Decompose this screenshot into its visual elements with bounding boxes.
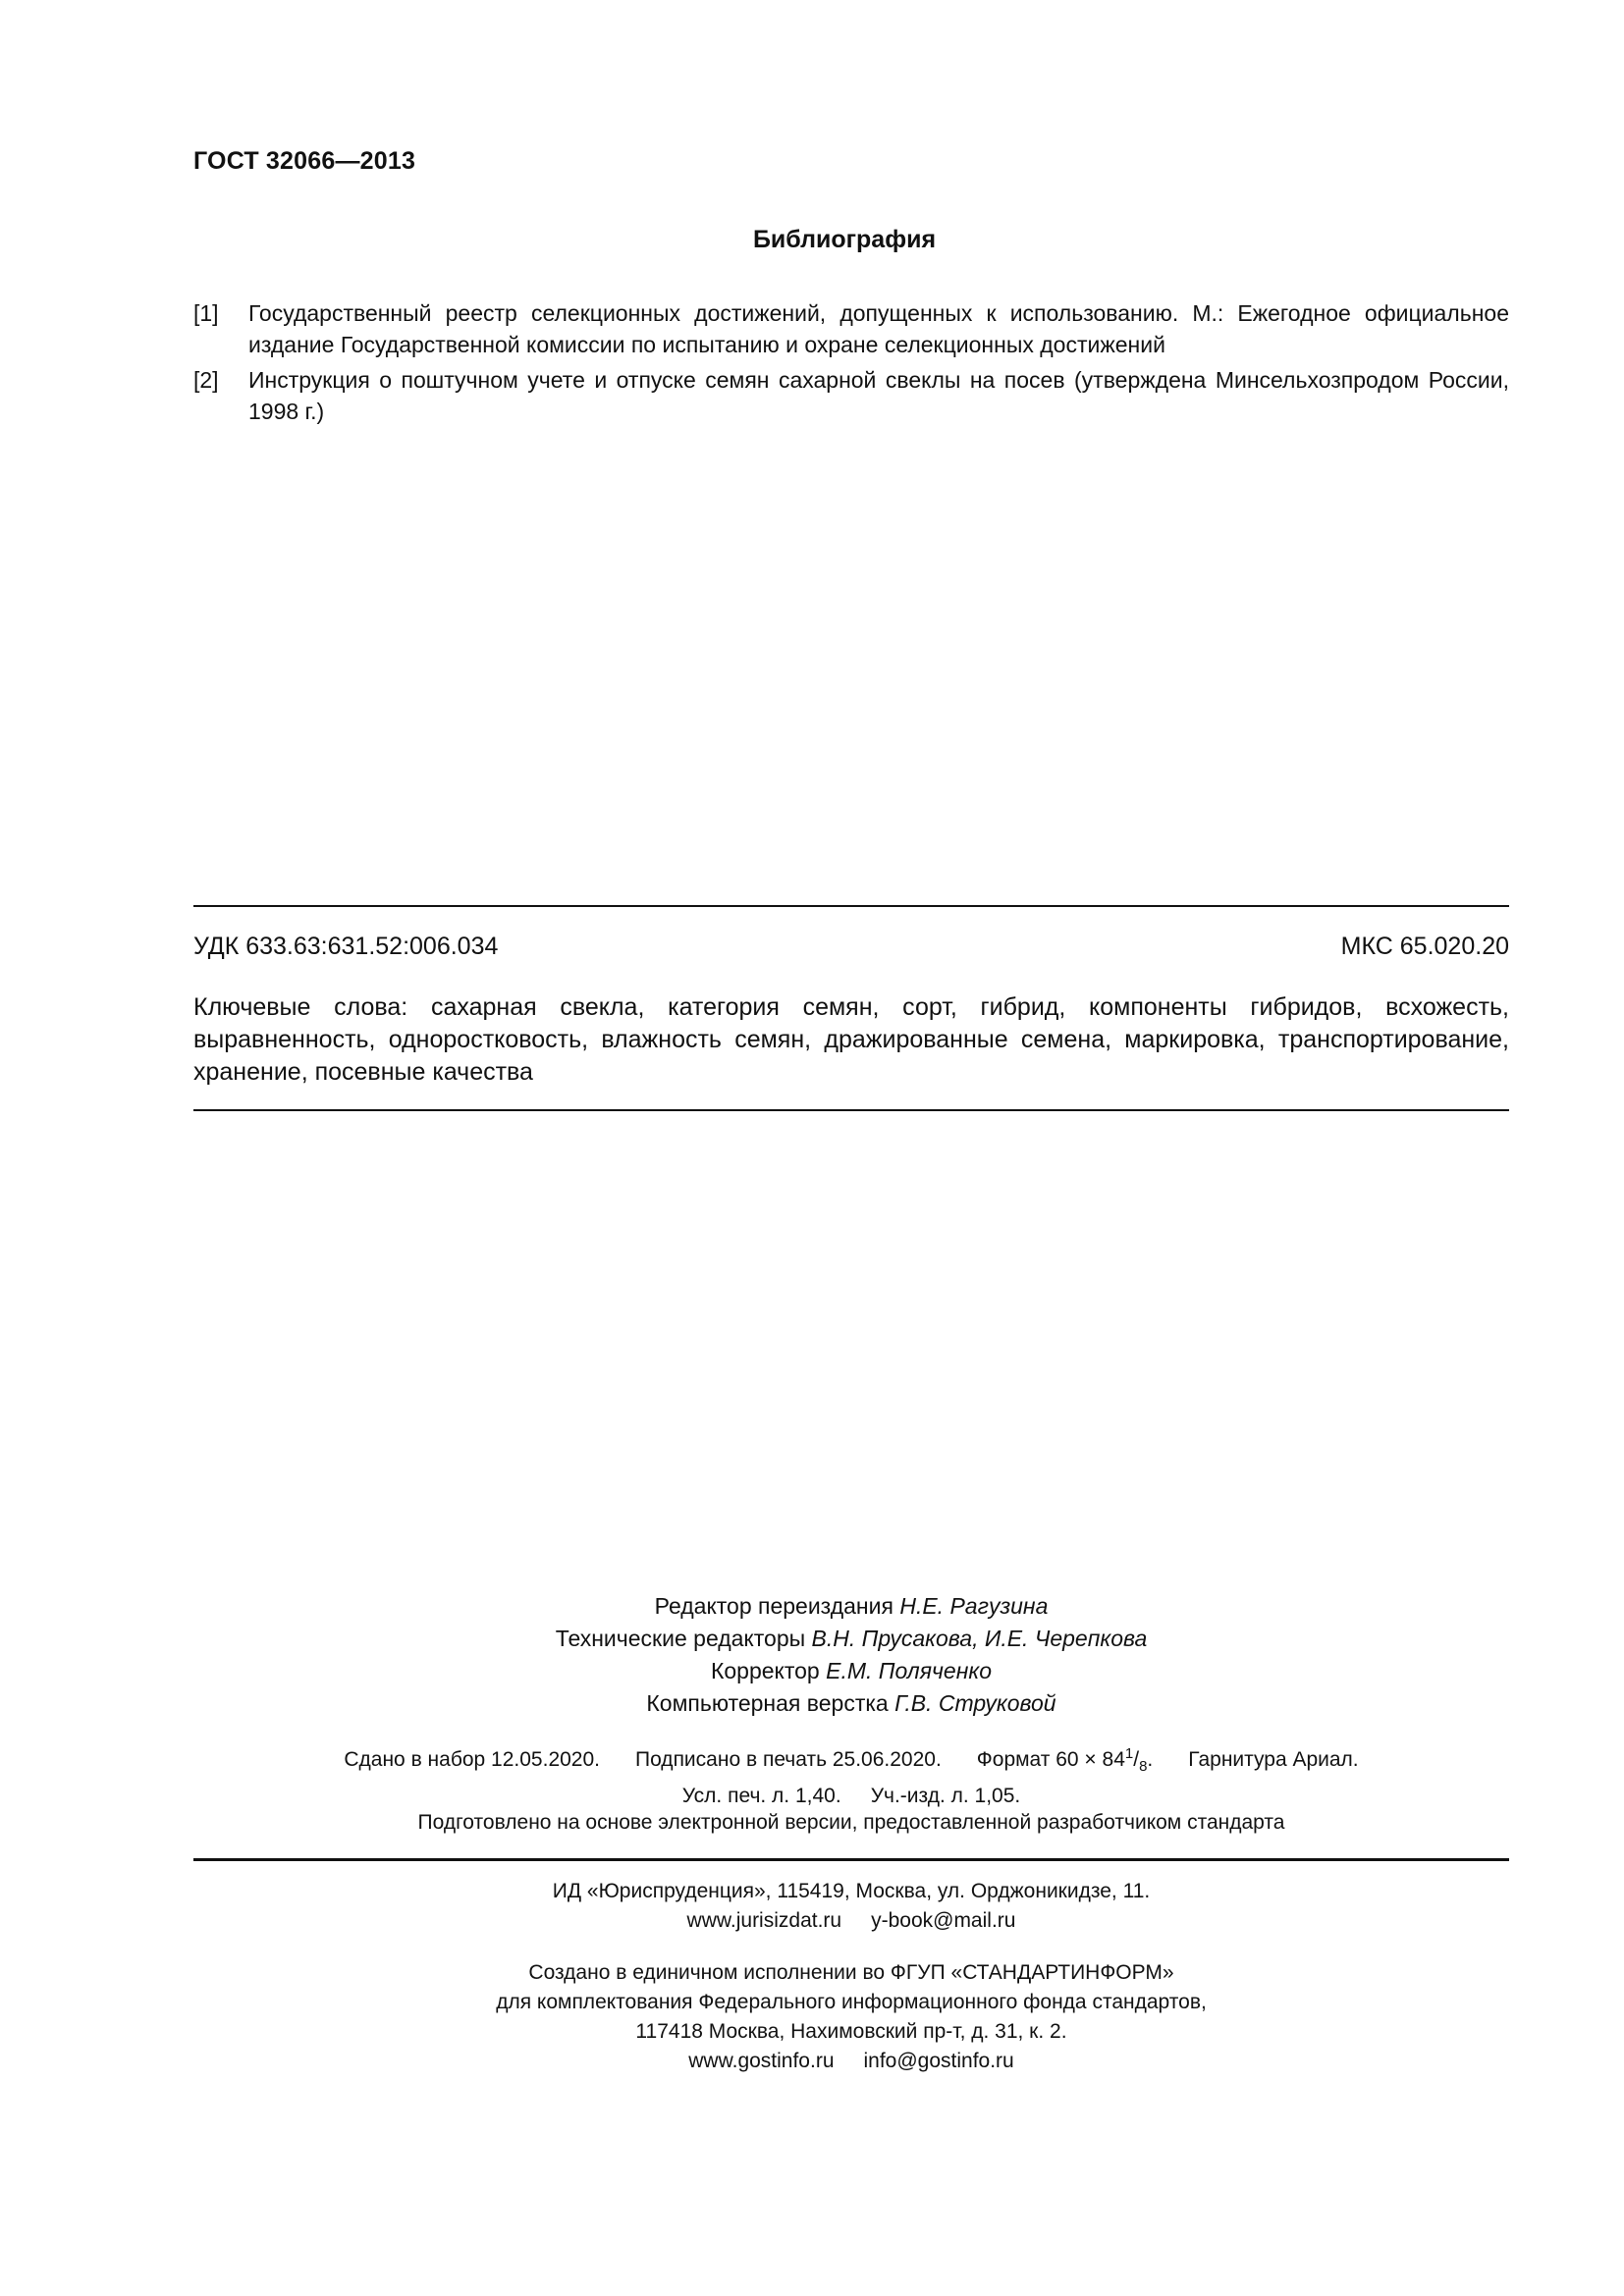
print-info-line-2 bbox=[0, 1782, 1624, 1811]
created-block bbox=[0, 1958, 1624, 2076]
credit-layout-label: Компьютерная верстка bbox=[646, 1690, 889, 1716]
publisher-site-link[interactable]: www.jurisizdat.ru bbox=[686, 1909, 842, 1932]
keywords-paragraph: Ключевые слова: сахарная свекла, категория семян, сорт, гибрид, компоненты гибридов, всхожесть, выравненность, одноростковость, влажность семян, дражированные семена, маркировка, транспортирование, хранение, посевные качества bbox=[193, 993, 1509, 1086]
bibliography-item-text: Государственный реестр селекционных достижений, допущенных к использованию. М.: Ежегодное официальное издание Государственной комиссии по испытанию и охране селекционных достижений bbox=[248, 300, 1509, 357]
bibliography-item-text: Инструкция о поштучном учете и отпуске семян сахарной свеклы на посев (утверждена Минсельхозпродом России, 1998 г.) bbox=[248, 367, 1509, 424]
gostinfo-site-link[interactable]: www.gostinfo.ru bbox=[688, 2050, 835, 2072]
print-sheets: Усл. печ. л. 1,40. bbox=[681, 1785, 841, 1808]
credit-layout bbox=[0, 1687, 1624, 1720]
bibliography-list bbox=[193, 297, 1509, 431]
signed-date: Подписано в печать 25.06.2020. bbox=[635, 1748, 942, 1771]
credit-tech-names: В.Н. Прусакова, И.Е. Черепкова bbox=[811, 1626, 1148, 1651]
publisher-address: ИД «Юриспруденция», 115419, Москва, ул. Орджоникидзе, 11. bbox=[552, 1880, 1151, 1902]
credits-block bbox=[0, 1590, 1624, 1720]
created-contacts bbox=[0, 2047, 1624, 2076]
credit-editor bbox=[0, 1590, 1624, 1623]
submitted-date: Сдано в набор 12.05.2020. bbox=[344, 1748, 600, 1771]
udk-code: УДК 633.63:631.52:006.034 bbox=[193, 933, 499, 960]
publisher-email-link[interactable]: y-book@mail.ru bbox=[871, 1909, 1016, 1932]
created-line-2: для комплектования Федерального информационного фонда стандартов, bbox=[496, 1991, 1207, 2013]
credit-editor-label: Редактор переиздания bbox=[654, 1593, 893, 1619]
created-line-3: 117418 Москва, Нахимовский пр-т, д. 31, к. 2. bbox=[635, 2020, 1067, 2043]
bibliography-title: Библиография bbox=[752, 226, 937, 253]
credit-corrector bbox=[0, 1655, 1624, 1687]
credit-tech-label: Технические редакторы bbox=[555, 1626, 806, 1651]
credit-corrector-name: Е.М. Поляченко bbox=[826, 1658, 993, 1683]
gostinfo-email-link[interactable]: info@gostinfo.ru bbox=[863, 2050, 1014, 2072]
bibliography-item-number: [1] bbox=[193, 300, 219, 326]
credit-corrector-label: Корректор bbox=[710, 1658, 820, 1683]
credit-editor-name: Н.Е. Рагузина bbox=[899, 1593, 1049, 1619]
publisher-block bbox=[0, 1877, 1624, 1936]
created-line-1: Создано в единичном исполнении во ФГУП «СТАНДАРТИНФОРМ» bbox=[528, 1961, 1174, 1984]
print-info bbox=[0, 1739, 1624, 1811]
standard-code: ГОСТ 32066—2013 bbox=[193, 147, 416, 175]
divider-keywords bbox=[193, 1109, 1509, 1111]
prepared-note: Подготовлено на основе электронной версии, предоставленной разработчиком стандарта bbox=[417, 1811, 1285, 1834]
credit-tech-editors bbox=[0, 1623, 1624, 1655]
print-info-line-1 bbox=[0, 1739, 1624, 1782]
mks-code: МКС 65.020.20 bbox=[1340, 933, 1509, 960]
divider-top bbox=[193, 905, 1509, 907]
paper-format: Формат $60 \times 84^1/_8$. bbox=[976, 1745, 1154, 1776]
divider-bottom bbox=[193, 1858, 1509, 1861]
publisher-contacts bbox=[0, 1906, 1624, 1936]
bibliography-item bbox=[193, 364, 1509, 427]
pub-sheets: Уч.-изд. л. 1,05. bbox=[870, 1785, 1021, 1808]
bibliography-item bbox=[193, 297, 1509, 360]
credit-layout-name: Г.В. Струковой bbox=[894, 1690, 1056, 1716]
typeface: Гарнитура Ариал. bbox=[1188, 1748, 1359, 1771]
bibliography-item-number: [2] bbox=[193, 367, 219, 393]
